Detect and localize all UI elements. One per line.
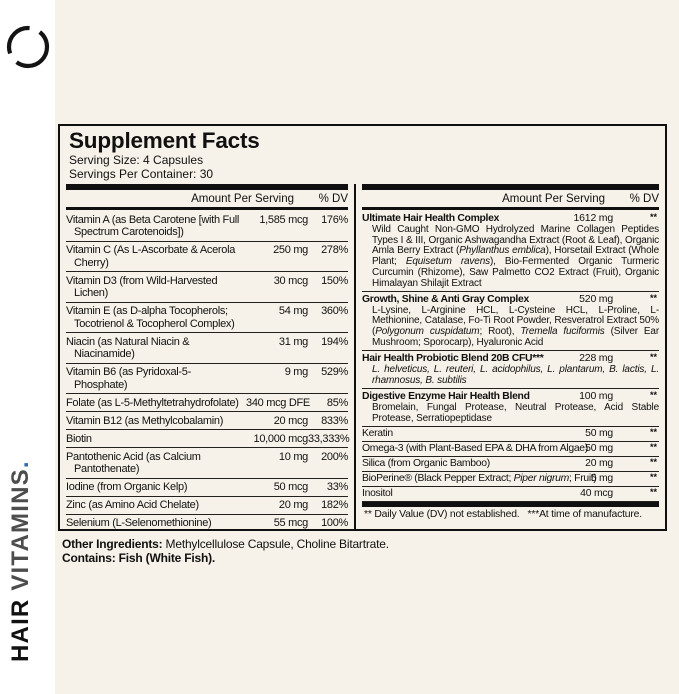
extra-dv: **: [649, 441, 657, 452]
extra-row: [362, 457, 659, 472]
blend-row: [362, 292, 659, 351]
other-ingredients-value: Methylcellulose Capsule, Choline Bitartrate.: [162, 537, 389, 551]
brand-word-hair: HAIR: [7, 598, 34, 662]
extra-amount: 50 mg: [585, 443, 613, 455]
extra-rows: [362, 427, 659, 502]
vitamin-rows: [66, 211, 348, 529]
vitamin-dv: 194%: [321, 335, 348, 348]
contains-line: Contains: Fish (White Fish).: [62, 551, 216, 565]
brand-dot: .: [7, 460, 34, 469]
blend-amount: 1612 mg: [573, 212, 613, 224]
vitamin-dv: 529%: [321, 366, 348, 378]
vitamin-dv: 360%: [321, 305, 348, 317]
vitamin-amount: 1,585 mcg: [259, 213, 308, 226]
left-dv-header: % DV: [318, 192, 348, 205]
right-dv-header: % DV: [629, 192, 659, 205]
vitamin-row: [66, 412, 348, 430]
left-amount-header: Amount Per Serving: [191, 192, 294, 205]
left-header-bottom-bar: [66, 207, 348, 211]
blend-name: Growth, Shine & Anti Gray Complex: [362, 293, 529, 305]
vitamin-name: Vitamin E (as D-alpha Tocopherols; Tocotrienol & Tocopherol Complex): [66, 305, 235, 330]
blend-amount: 100 mg: [579, 389, 613, 402]
blends-column: [354, 184, 665, 529]
vitamin-name: Vitamin A (as Beta Carotene [with Full Spectrum Carotenoids]): [66, 213, 240, 238]
extra-dv: **: [649, 456, 657, 467]
vitamin-row: [66, 364, 348, 395]
vitamin-name: Zinc (as Amino Acid Chelate): [66, 499, 199, 511]
vitamin-name: Iodine (from Organic Kelp): [66, 481, 188, 493]
vitamin-row: [66, 448, 348, 479]
vitamin-row: [66, 333, 348, 364]
vitamin-dv: 833%: [321, 414, 348, 427]
servings-per-container: Servings Per Container: 30: [69, 166, 214, 181]
blend-amount: 228 mg: [579, 352, 613, 365]
blend-amount: 520 mg: [579, 292, 613, 305]
extra-dv: **: [649, 471, 657, 482]
extra-amount: 20 mg: [585, 458, 613, 470]
vitamin-amount: 30 mcg: [273, 274, 308, 287]
serving-size: Serving Size: 4 Capsules: [69, 153, 204, 167]
vitamin-amount: 10,000 mcg: [253, 432, 308, 445]
extra-row: [362, 472, 659, 487]
vitamin-dv: 33%: [326, 481, 348, 493]
blend-ingredients: L-Lysine, L-Arginine HCL, L-Cysteine HCL, L-Proline, L-Methionine, Catalase, Fo-Ti Root Powder, Resveratrol Extract 50% (Polygonum cuspidatum; Root), Tremella fuciformis (Silver Ear Mushroom; Sporocarp), Hyaluronic Acid: [372, 304, 659, 348]
vitamin-row: [66, 430, 348, 448]
blend-dv: **: [649, 212, 657, 222]
extra-name: BioPerine® (Black Pepper Extract; Piper nigrum; Fruit): [362, 473, 597, 485]
vitamin-amount: 54 mg: [278, 305, 308, 317]
label-footer: [62, 537, 652, 565]
vitamin-amount: 9 mg: [284, 366, 308, 378]
vitamin-row: [66, 211, 348, 242]
panel-header: [60, 126, 665, 181]
extra-dv: **: [649, 486, 657, 497]
blend-row: [362, 211, 659, 292]
vertical-brand-text: [8, 460, 34, 662]
vitamin-amount: 55 mcg: [273, 517, 308, 529]
vitamin-name: Vitamin D3 (from Wild-Harvested Lichen): [66, 274, 218, 299]
vitamin-row: [66, 272, 348, 303]
blend-name: Hair Health Probiotic Blend 20B CFU***: [362, 353, 544, 365]
vitamin-name: Folate (as L-5-Methyltetrahydrofolate): [66, 396, 239, 409]
vitamin-dv: 150%: [321, 274, 348, 287]
open-circle-logo: [5, 24, 51, 70]
blend-dv: **: [649, 352, 657, 363]
vitamin-amount: 10 mg: [278, 450, 308, 463]
facts-columns: [60, 184, 665, 529]
vitamin-amount: 31 mg: [278, 335, 308, 348]
blend-row: [362, 351, 659, 389]
blend-ingredients: Bromelain, Fungal Protease, Neutral Protease, Acid Stable Protease, Serratiopeptidase: [372, 401, 659, 424]
vitamins-column: [60, 184, 354, 529]
extra-amount: 5 mg: [590, 473, 613, 485]
blend-rows: [362, 211, 659, 427]
supplement-facts-panel: [58, 124, 667, 531]
vitamin-dv: 33,333%: [308, 432, 350, 445]
extra-amount: 50 mg: [585, 428, 613, 440]
right-column-header: [362, 190, 659, 207]
blend-name: Digestive Enzyme Hair Health Blend: [362, 390, 530, 402]
blend-ingredients: L. helveticus, L. reuteri, L. acidophilus, L. plantarum, B. lactis, L. rhamnosus, B. subtilis: [372, 364, 659, 386]
vitamin-amount: 250 mg: [273, 244, 308, 256]
other-ingredients-line: [62, 537, 652, 551]
extra-name: Silica (from Organic Bamboo): [362, 458, 490, 470]
vitamin-dv: 200%: [321, 450, 348, 463]
extra-row: [362, 487, 659, 502]
vitamin-name: Pantothenic Acid (as Calcium Pantothenate): [66, 450, 201, 475]
brand-word-vitamins: VITAMINS: [7, 468, 34, 599]
vitamin-amount: 20 mg: [278, 499, 308, 511]
extra-name: Inositol: [362, 488, 393, 500]
vitamin-row: [66, 303, 348, 334]
supplement-facts-title: Supplement Facts: [69, 128, 260, 153]
vitamin-row: [66, 515, 348, 530]
right-header-bottom-bar: [362, 207, 659, 211]
extra-row: [362, 442, 659, 457]
daily-value-footnote: ** Daily Value (DV) not established. ***At time of manufacture.: [364, 509, 642, 521]
vitamin-name: Biotin: [66, 432, 92, 445]
left-column-header: [66, 190, 348, 207]
vitamin-dv: 182%: [321, 499, 348, 511]
vitamin-amount: 50 mcg: [273, 481, 308, 493]
vitamin-name: Vitamin B12 (as Methylcobalamin): [66, 414, 224, 427]
extra-dv: **: [649, 426, 657, 437]
extra-name: Keratin: [362, 428, 393, 440]
vitamin-row: [66, 394, 348, 412]
blend-dv: **: [649, 292, 657, 303]
right-amount-header: Amount Per Serving: [502, 192, 605, 205]
extra-name: Omega-3 (with Plant-Based EPA & DHA from Algae): [362, 443, 588, 455]
blend-ingredients: Wild Caught Non-GMO Hydrolyzed Marine Collagen Peptides Types I & III, Organic Ashwagandha Extract (Root & Leaf), Organic Amla Berry Extract (Phyllanthus emblica), Horsetail Extract (Whole Plant; Equisetum ravens), Bio-Fermented Organic Turmeric Curcumin (Rhizome), Saw Palmetto CO2 Extract (Fruit), Organic Himalayan Shilajit Extract: [372, 224, 659, 289]
vitamin-row: [66, 497, 348, 515]
vitamin-dv: 85%: [326, 396, 348, 409]
vitamin-row: [66, 242, 348, 273]
vitamin-name: Vitamin C (As L-Ascorbate & Acerola Cherry): [66, 244, 236, 269]
vitamin-name: Selenium (L-Selenomethionine): [66, 517, 212, 529]
vitamin-dv: 278%: [321, 244, 348, 256]
blend-dv: **: [649, 389, 657, 400]
vitamin-name: Vitamin B6 (as Pyridoxal-5-Phosphate): [66, 366, 191, 391]
vitamin-row: [66, 479, 348, 497]
blend-name: Ultimate Hair Health Complex: [362, 213, 500, 224]
vitamin-dv: 176%: [321, 213, 348, 226]
blend-row: [362, 389, 659, 427]
other-ingredients-label: Other Ingredients:: [62, 537, 163, 551]
extra-row: [362, 427, 659, 442]
vitamin-name: Niacin (as Natural Niacin & Niacinamide): [66, 335, 190, 360]
extra-amount: 40 mcg: [580, 488, 613, 500]
vitamin-amount: 340 mcg DFE: [246, 396, 310, 409]
vitamin-amount: 20 mcg: [273, 414, 308, 427]
vitamin-dv: 100%: [321, 517, 348, 529]
